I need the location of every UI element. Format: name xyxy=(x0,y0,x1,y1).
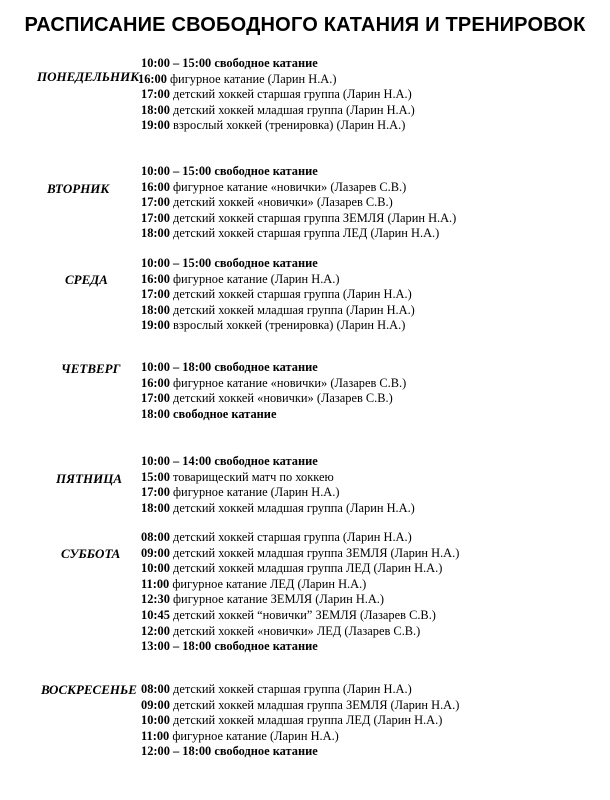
entry-time: 16:00 xyxy=(141,179,170,194)
schedule-entry xyxy=(141,713,459,729)
schedule-entry xyxy=(141,608,459,624)
entry-desc: свободное катание xyxy=(214,639,318,654)
schedule-entry xyxy=(141,272,415,288)
entries-list xyxy=(141,530,459,655)
entry-time: 16:00 xyxy=(138,71,167,86)
schedule-entry xyxy=(141,577,459,593)
entry-desc: фигурное катание (Ларин Н.А.) xyxy=(173,271,340,286)
entry-time: 17:00 xyxy=(141,485,170,500)
day-name: СУББОТА xyxy=(61,546,121,561)
schedule-entry xyxy=(141,454,415,470)
entry-desc: детский хоккей старшая группа (Ларин Н.А.) xyxy=(173,287,412,302)
entry-desc: детский хоккей младшая группа ЛЕД (Ларин Н.А.) xyxy=(173,561,443,576)
entry-desc: свободное катание xyxy=(214,164,318,178)
entry-time: 09:00 xyxy=(141,697,170,712)
day-name: ПОНЕДЕЛЬНИК xyxy=(37,69,140,84)
entry-desc: детский хоккей младшая группа (Ларин Н.А.) xyxy=(173,500,415,515)
entry-desc: фигурное катание (Ларин Н.А.) xyxy=(170,71,337,86)
entry-desc: свободное катание xyxy=(214,454,318,468)
schedule-entry xyxy=(141,470,415,486)
entry-desc: детский хоккей старшая группа (Ларин Н.А.) xyxy=(173,682,412,696)
schedule-entry xyxy=(141,180,456,196)
schedule-entry xyxy=(141,407,406,423)
schedule-entry xyxy=(141,303,415,319)
schedule-entry xyxy=(141,501,415,517)
entry-time: 13:00 – 18:00 xyxy=(141,639,212,654)
schedule-entry xyxy=(138,72,415,88)
entry-time: 16:00 xyxy=(141,271,170,286)
schedule-entry xyxy=(141,118,415,134)
day-name: ВТОРНИК xyxy=(47,181,110,196)
schedule-entry xyxy=(141,318,415,334)
entry-desc: взрослый хоккей (тренировка) (Ларин Н.А.) xyxy=(173,318,406,333)
entry-desc: детский хоккей младшая группа (Ларин Н.А.) xyxy=(173,102,415,117)
entry-time: 17:00 xyxy=(141,391,170,406)
entry-time: 10:00 – 18:00 xyxy=(141,360,212,374)
schedule-entry xyxy=(141,164,456,180)
entry-time: 19:00 xyxy=(141,118,170,133)
entry-desc: фигурное катание «новички» (Лазарев С.В.) xyxy=(173,375,407,390)
entry-time: 10:00 – 15:00 xyxy=(141,164,212,178)
entry-desc: фигурное катание ЗЕМЛЯ (Ларин Н.А.) xyxy=(173,592,385,607)
day-name: ПЯТНИЦА xyxy=(56,471,123,486)
schedule-entry xyxy=(141,287,415,303)
schedule-entry xyxy=(141,226,456,242)
entry-desc: свободное катание xyxy=(214,744,318,759)
schedule-entry xyxy=(141,103,415,119)
entry-desc: товарищеский матч по хоккею xyxy=(173,469,334,484)
entry-desc: детский хоккей старшая группа (Ларин Н.А.) xyxy=(173,87,412,102)
schedule-entry xyxy=(141,376,406,392)
entry-time: 18:00 xyxy=(141,226,170,241)
entries-list xyxy=(138,56,415,134)
entry-desc: детский хоккей старшая группа (Ларин Н.А.) xyxy=(173,530,412,544)
entry-desc: фигурное катание ЛЕД (Ларин Н.А.) xyxy=(172,576,367,591)
entry-desc: детский хоккей младшая группа ЗЕМЛЯ (Ларин Н.А.) xyxy=(173,545,460,560)
entry-time: 18:00 xyxy=(141,302,170,317)
entry-desc: фигурное катание (Ларин Н.А.) xyxy=(172,728,339,743)
schedule-entry xyxy=(141,698,459,714)
page-title: РАСПИСАНИЕ СВОБОДНОГО КАТАНИЯ И ТРЕНИРОВОК xyxy=(24,14,586,36)
entry-desc: детский хоккей «новички» (Лазарев С.В.) xyxy=(173,195,393,210)
entry-desc: фигурное катание (Ларин Н.А.) xyxy=(173,485,340,500)
entry-desc: детский хоккей старшая группа ЗЕМЛЯ (Ларин Н.А.) xyxy=(173,210,457,225)
entry-desc: фигурное катание «новички» (Лазарев С.В.) xyxy=(173,179,407,194)
entry-time: 18:00 xyxy=(141,102,170,117)
entry-time: 12:00 xyxy=(141,623,170,638)
entry-desc: свободное катание xyxy=(214,360,318,374)
schedule-entry xyxy=(141,87,415,103)
entry-desc: детский хоккей “новички” ЗЕМЛЯ (Лазарев С.В.) xyxy=(173,607,436,622)
entries-list xyxy=(141,360,406,422)
schedule-entry xyxy=(141,561,459,577)
entry-time: 11:00 xyxy=(141,576,170,591)
entry-time: 10:00 – 15:00 xyxy=(141,256,212,270)
entry-time: 18:00 xyxy=(141,406,170,421)
day-name: СРЕДА xyxy=(65,272,108,287)
schedule-entry xyxy=(141,211,456,227)
schedule-entry xyxy=(141,56,415,72)
entry-desc: детский хоккей «новички» ЛЕД (Лазарев С.В.) xyxy=(173,623,421,638)
entry-time: 18:00 xyxy=(141,500,170,515)
entry-desc: детский хоккей старшая группа ЛЕД (Ларин Н.А.) xyxy=(173,226,440,241)
entries-list xyxy=(141,256,415,334)
entry-time: 17:00 xyxy=(141,210,170,225)
entry-time: 12:00 – 18:00 xyxy=(141,744,212,759)
entry-desc: свободное катание xyxy=(173,406,277,421)
entry-time: 15:00 xyxy=(141,469,170,484)
entries-list xyxy=(141,164,456,242)
entry-time: 12:30 xyxy=(141,592,170,607)
schedule-entry xyxy=(141,256,415,272)
entry-desc: свободное катание xyxy=(214,256,318,270)
entry-time: 17:00 xyxy=(141,287,170,302)
schedule-entry xyxy=(141,546,459,562)
schedule-entry xyxy=(141,360,406,376)
entry-time: 10:00 – 14:00 xyxy=(141,454,212,468)
entry-time: 10:00 – 15:00 xyxy=(141,56,212,70)
schedule-entry xyxy=(141,624,459,640)
schedule-entry xyxy=(141,391,406,407)
entry-time: 17:00 xyxy=(141,87,170,102)
schedule-entry xyxy=(141,592,459,608)
day-name: ЧЕТВЕРГ xyxy=(61,361,121,376)
schedule-entry xyxy=(141,530,459,546)
entry-time: 10:00 xyxy=(141,713,170,728)
entries-list xyxy=(141,454,415,516)
entry-desc: детский хоккей младшая группа ЛЕД (Ларин Н.А.) xyxy=(173,713,443,728)
entry-time: 19:00 xyxy=(141,318,170,333)
entry-time: 10:00 xyxy=(141,561,170,576)
entry-desc: взрослый хоккей (тренировка) (Ларин Н.А.) xyxy=(173,118,406,133)
schedule-entry xyxy=(141,682,459,698)
entry-time: 17:00 xyxy=(141,195,170,210)
schedule-entry xyxy=(141,485,415,501)
entry-time: 08:00 xyxy=(141,682,170,696)
schedule-entry xyxy=(141,744,459,760)
schedule-entry xyxy=(141,729,459,745)
entry-desc: детский хоккей младшая группа ЗЕМЛЯ (Ларин Н.А.) xyxy=(173,697,460,712)
schedule-entry xyxy=(141,639,459,655)
entry-time: 11:00 xyxy=(141,728,170,743)
entries-list xyxy=(141,682,459,760)
entry-desc: свободное катание xyxy=(214,56,318,70)
day-name: ВОСКРЕСЕНЬЕ xyxy=(41,682,137,697)
entry-desc: детский хоккей «новички» (Лазарев С.В.) xyxy=(173,391,393,406)
entry-desc: детский хоккей младшая группа (Ларин Н.А.) xyxy=(173,302,415,317)
entry-time: 10:45 xyxy=(141,607,170,622)
schedule-entry xyxy=(141,195,456,211)
entry-time: 09:00 xyxy=(141,545,170,560)
entry-time: 16:00 xyxy=(141,375,170,390)
entry-time: 08:00 xyxy=(141,530,170,544)
